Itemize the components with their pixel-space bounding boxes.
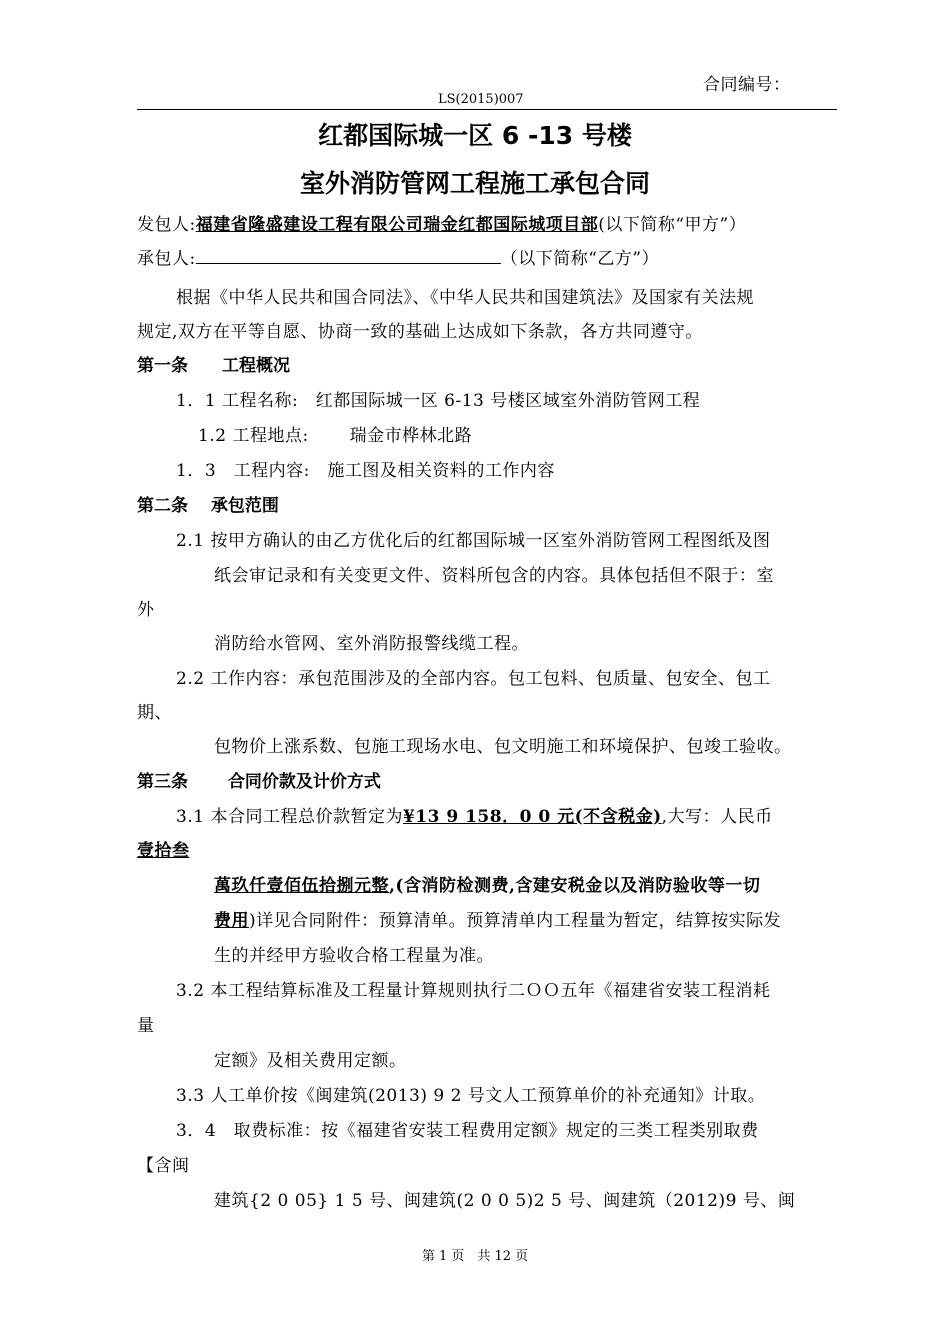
title-line-2: 室外消防管网工程施工承包合同 bbox=[299, 169, 651, 198]
article-3-p1-line-5: 生的并经甲方验收合格工程量为准。 bbox=[214, 946, 494, 966]
article-3-p2-line-3: 定额》及相关费用定额。 bbox=[214, 1051, 407, 1071]
article-1-item-2: 1.2 工程地点: 瑞金市桦林北路 bbox=[198, 426, 473, 446]
article-2-p1-line-2: 纸会审记录和有关变更文件、资料所包含的内容。具体包括但不限于：室 bbox=[214, 566, 774, 586]
article-3-p1-suffix: ,大写：人民币 bbox=[661, 807, 773, 827]
header-rule bbox=[137, 109, 837, 110]
article-3-p1-line-1 bbox=[176, 802, 773, 827]
contract-number: LS(2015)007 bbox=[438, 92, 524, 107]
party-b-line bbox=[137, 244, 659, 269]
party-a-line bbox=[137, 210, 746, 235]
party-a-suffix: (以下简称“甲方”） bbox=[598, 215, 747, 235]
article-2-p1-line-3: 外 bbox=[137, 600, 155, 620]
article-3-p2-line-1: 3.2 本工程结算标准及工程量计算规则执行二ＯＯ五年《福建省安装工程消耗 bbox=[176, 981, 771, 1001]
article-3-p1-line-3-rest: ,(含消防检测费,含建安税金以及消防验收等一切 bbox=[389, 876, 761, 896]
preamble-line-1: 根据《中华人民共和国合同法》、《中华人民共和国建筑法》及国家有关法规 bbox=[176, 288, 754, 308]
article-1-heading: 第一条 工程概况 bbox=[137, 356, 290, 376]
article-3-p2-line-2: 量 bbox=[137, 1016, 155, 1036]
article-1-item-3: 1．3 工程内容: 施工图及相关资料的工作内容 bbox=[176, 461, 555, 481]
article-3-p1-line-2: 壹拾叁 bbox=[137, 841, 190, 861]
article-3-p1-prefix: 3.1 本合同工程总价款暂定为 bbox=[176, 807, 403, 827]
article-3-p1-fee: 费用 bbox=[214, 911, 249, 931]
article-2-p2-line-3: 包物价上涨系数、包施工现场水电、包文明施工和环境保护、包竣工验收。 bbox=[214, 737, 792, 757]
party-a-name: 福建省隆盛建设工程有限公司瑞金红都国际城项目部 bbox=[195, 215, 599, 235]
article-3-p1-line-3 bbox=[214, 871, 760, 896]
article-3-p4-line-1: 3．4 取费标准：按《福建省安装工程费用定额》规定的三类工程类别取费 bbox=[176, 1121, 759, 1141]
page-number: 第 1 页 共 12 页 bbox=[421, 1249, 529, 1264]
article-3-p3: 3.3 人工单价按《闽建筑(2013) 9 2 号文人工预算单价的补充通知》计取。 bbox=[176, 1086, 766, 1106]
title-line-1: 红都国际城一区 6 -13 号楼 bbox=[318, 121, 632, 150]
party-b-label: 承包人: bbox=[137, 249, 196, 269]
party-a-label: 发包人: bbox=[137, 215, 196, 235]
article-2-p2-line-1: 2.2 工作内容：承包范围涉及的全部内容。包工包料、包质量、包安全、包工 bbox=[176, 669, 771, 689]
article-2-p1-line-4: 消防给水管网、室外消防报警线缆工程。 bbox=[214, 634, 529, 654]
contract-amount: ¥13 9 158．0 0 元(不含税金) bbox=[402, 807, 662, 827]
article-2-p1-line-1: 2.1 按甲方确认的由乙方优化后的红都国际城一区室外消防管网工程图纸及图 bbox=[176, 531, 771, 551]
amount-in-words: 萬玖仟壹佰伍拾捌元整 bbox=[214, 876, 389, 896]
article-2-heading: 第二条 承包范围 bbox=[137, 496, 279, 516]
preamble-line-2: 规定,双方在平等自愿、协商一致的基础上达成如下条款，各方共同遵守。 bbox=[137, 322, 703, 342]
party-b-blank bbox=[196, 247, 501, 264]
article-3-p4-line-2: 【含闽 bbox=[137, 1156, 190, 1176]
article-3-p1-line-4 bbox=[214, 906, 781, 931]
article-3-p1-line-4-rest: )详见合同附件：预算清单。预算清单内工程量为暂定，结算按实际发 bbox=[249, 911, 782, 931]
contract-number-label: 合同编号： bbox=[703, 75, 791, 95]
article-3-heading: 第三条 合同价款及计价方式 bbox=[137, 772, 381, 792]
article-1-item-1: 1．1 工程名称: 红都国际城一区 6-13 号楼区域室外消防管网工程 bbox=[176, 391, 701, 411]
article-2-p2-line-2: 期、 bbox=[137, 703, 172, 723]
article-3-p4-line-3: 建筑{2 0 05} 1 5 号、闽建筑(2 0 0 5)2 5 号、闽建筑（2012)9 号、闽 bbox=[214, 1191, 796, 1211]
party-b-suffix: （以下简称“乙方”） bbox=[500, 249, 660, 269]
